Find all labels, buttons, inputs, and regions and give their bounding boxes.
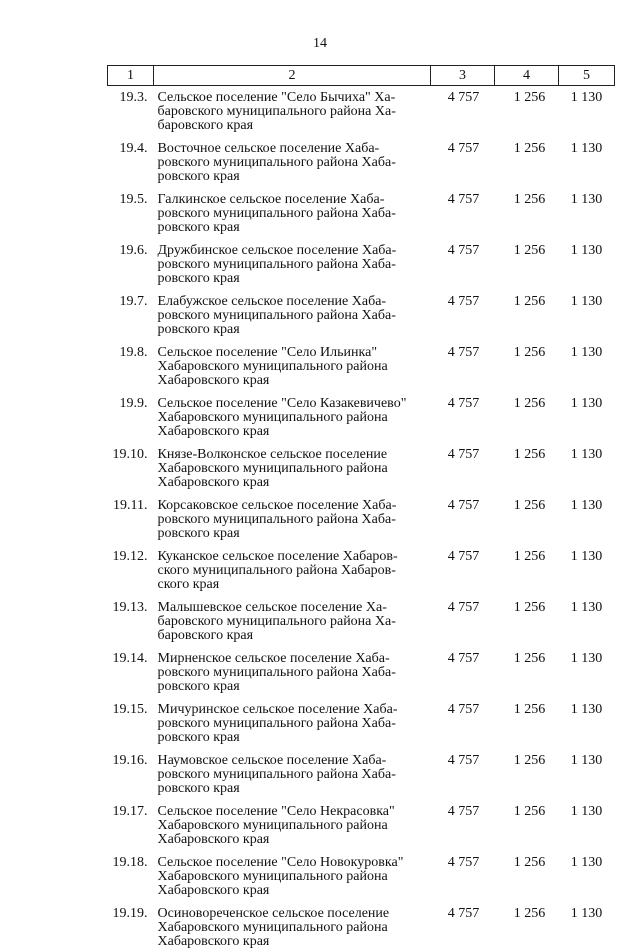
value-column-3: 4 757 [431, 187, 495, 238]
value-column-4: 1 256 [495, 289, 559, 340]
header-row [108, 66, 615, 86]
value-column-3: 4 757 [431, 340, 495, 391]
value-column-5: 1 130 [559, 595, 615, 646]
settlement-name-line: Сельское поселение "Село Бычиха" Ха- [158, 91, 427, 105]
value-column-5: 1 130 [559, 442, 615, 493]
value-column-3: 4 757 [431, 697, 495, 748]
value-column-4: 1 256 [495, 901, 559, 952]
settlement-name-line: ровского края [158, 323, 427, 337]
settlement-name-line: Хабаровского муниципального района [158, 819, 427, 833]
row-number: 19.17. [108, 799, 154, 850]
value-column-3: 4 757 [431, 646, 495, 697]
column-header-4: 4 [495, 66, 559, 86]
value-column-3: 4 757 [431, 544, 495, 595]
settlement-name-line: Хабаровского края [158, 833, 427, 847]
value-column-4: 1 256 [495, 646, 559, 697]
value-column-4: 1 256 [495, 391, 559, 442]
table-row [108, 697, 615, 748]
settlement-name [154, 646, 431, 697]
settlement-name [154, 340, 431, 391]
value-column-5: 1 130 [559, 697, 615, 748]
table-row [108, 391, 615, 442]
settlement-name-line: баровского муниципального района Ха- [158, 615, 427, 629]
settlement-name-line: Хабаровского края [158, 476, 427, 490]
settlement-name-line: ровского края [158, 680, 427, 694]
settlement-name-line: Сельское поселение "Село Казакевичево" [158, 397, 427, 411]
settlement-name-line: Хабаровского муниципального района [158, 360, 427, 374]
settlement-name-line: Мирненское сельское поселение Хаба- [158, 652, 427, 666]
settlement-name-line: Сельское поселение "Село Ильинка" [158, 346, 427, 360]
value-column-3: 4 757 [431, 493, 495, 544]
value-column-4: 1 256 [495, 544, 559, 595]
settlement-name-line: ровского муниципального района Хаба- [158, 768, 427, 782]
settlement-name-line: ровского муниципального района Хаба- [158, 513, 427, 527]
value-column-4: 1 256 [495, 86, 559, 137]
value-column-5: 1 130 [559, 136, 615, 187]
settlement-name [154, 86, 431, 137]
table-row [108, 646, 615, 697]
settlement-name-line: Галкинское сельское поселение Хаба- [158, 193, 427, 207]
settlement-name-line: Князе-Волконское сельское поселение [158, 448, 427, 462]
settlement-name-line: ровского края [158, 782, 427, 796]
table-row [108, 86, 615, 137]
settlement-name [154, 136, 431, 187]
column-header-1: 1 [108, 66, 154, 86]
settlement-name-line: Хабаровского края [158, 425, 427, 439]
settlement-name-line: Малышевское сельское поселение Ха- [158, 601, 427, 615]
settlement-name-line: ровского края [158, 272, 427, 286]
settlement-name-line: Хабаровского края [158, 884, 427, 898]
settlement-name [154, 289, 431, 340]
table-row [108, 442, 615, 493]
column-header-5: 5 [559, 66, 615, 86]
value-column-4: 1 256 [495, 340, 559, 391]
row-number: 19.9. [108, 391, 154, 442]
settlement-name-line: ровского муниципального района Хаба- [158, 717, 427, 731]
settlement-name [154, 697, 431, 748]
settlement-name-line: баровского муниципального района Ха- [158, 105, 427, 119]
settlement-name [154, 442, 431, 493]
value-column-3: 4 757 [431, 850, 495, 901]
settlement-name-line: Осиновореченское сельское поселение [158, 907, 427, 921]
value-column-4: 1 256 [495, 442, 559, 493]
settlement-name [154, 238, 431, 289]
value-column-5: 1 130 [559, 391, 615, 442]
value-column-3: 4 757 [431, 289, 495, 340]
settlement-name-line: Сельское поселение "Село Некрасовка" [158, 805, 427, 819]
value-column-5: 1 130 [559, 187, 615, 238]
row-number: 19.18. [108, 850, 154, 901]
settlement-name-line: ровского муниципального района Хаба- [158, 666, 427, 680]
value-column-4: 1 256 [495, 187, 559, 238]
value-column-4: 1 256 [495, 748, 559, 799]
settlement-name-line: Хабаровского муниципального района [158, 921, 427, 935]
table-row [108, 493, 615, 544]
row-number: 19.16. [108, 748, 154, 799]
value-column-4: 1 256 [495, 493, 559, 544]
row-number: 19.7. [108, 289, 154, 340]
settlement-name [154, 493, 431, 544]
row-number: 19.12. [108, 544, 154, 595]
table-row [108, 340, 615, 391]
value-column-4: 1 256 [495, 595, 559, 646]
settlement-name-line: ровского края [158, 170, 427, 184]
row-number: 19.13. [108, 595, 154, 646]
table-row [108, 238, 615, 289]
value-column-3: 4 757 [431, 391, 495, 442]
settlement-name-line: Хабаровского муниципального района [158, 870, 427, 884]
table-header [108, 66, 615, 86]
value-column-3: 4 757 [431, 595, 495, 646]
settlement-name-line: Корсаковское сельское поселение Хаба- [158, 499, 427, 513]
settlement-name-line: ского края [158, 578, 427, 592]
value-column-5: 1 130 [559, 86, 615, 137]
settlement-name-line: ровского муниципального района Хаба- [158, 258, 427, 272]
settlement-name [154, 187, 431, 238]
value-column-5: 1 130 [559, 289, 615, 340]
settlement-name-line: Хабаровского муниципального района [158, 411, 427, 425]
row-number: 19.5. [108, 187, 154, 238]
settlement-name-line: Наумовское сельское поселение Хаба- [158, 754, 427, 768]
settlement-name-line: Хабаровского края [158, 374, 427, 388]
settlement-name-line: Хабаровского края [158, 935, 427, 949]
settlement-name-line: ровского края [158, 221, 427, 235]
value-column-5: 1 130 [559, 340, 615, 391]
settlement-name-line: Мичуринское сельское поселение Хаба- [158, 703, 427, 717]
value-column-5: 1 130 [559, 544, 615, 595]
value-column-4: 1 256 [495, 850, 559, 901]
data-table [107, 65, 615, 952]
settlement-name-line: Хабаровского муниципального района [158, 462, 427, 476]
table-row [108, 748, 615, 799]
value-column-3: 4 757 [431, 86, 495, 137]
value-column-3: 4 757 [431, 136, 495, 187]
settlement-name [154, 748, 431, 799]
settlement-name-line: Куканское сельское поселение Хабаров- [158, 550, 427, 564]
settlement-name [154, 799, 431, 850]
value-column-4: 1 256 [495, 697, 559, 748]
row-number: 19.11. [108, 493, 154, 544]
column-header-2: 2 [154, 66, 431, 86]
row-number: 19.3. [108, 86, 154, 137]
value-column-5: 1 130 [559, 238, 615, 289]
settlement-name-line: ровского муниципального района Хаба- [158, 156, 427, 170]
settlement-name [154, 595, 431, 646]
column-header-3: 3 [431, 66, 495, 86]
settlement-name-line: Восточное сельское поселение Хаба- [158, 142, 427, 156]
row-number: 19.10. [108, 442, 154, 493]
settlement-name-line: Дружбинское сельское поселение Хаба- [158, 244, 427, 258]
settlement-name-line: баровского края [158, 119, 427, 133]
table-row [108, 136, 615, 187]
table-row [108, 901, 615, 952]
settlement-name [154, 850, 431, 901]
value-column-4: 1 256 [495, 799, 559, 850]
settlement-name-line: ровского муниципального района Хаба- [158, 207, 427, 221]
row-number: 19.6. [108, 238, 154, 289]
settlement-name-line: Сельское поселение "Село Новокуровка" [158, 856, 427, 870]
settlement-name-line: ровского края [158, 527, 427, 541]
row-number: 19.15. [108, 697, 154, 748]
value-column-3: 4 757 [431, 901, 495, 952]
value-column-3: 4 757 [431, 442, 495, 493]
value-column-5: 1 130 [559, 850, 615, 901]
value-column-3: 4 757 [431, 748, 495, 799]
value-column-4: 1 256 [495, 136, 559, 187]
settlement-name [154, 544, 431, 595]
table-row [108, 289, 615, 340]
settlement-name [154, 901, 431, 952]
value-column-3: 4 757 [431, 238, 495, 289]
table-row [108, 850, 615, 901]
settlement-name [154, 391, 431, 442]
value-column-5: 1 130 [559, 646, 615, 697]
table-row [108, 595, 615, 646]
settlement-name-line: баровского края [158, 629, 427, 643]
value-column-5: 1 130 [559, 748, 615, 799]
table-row [108, 799, 615, 850]
settlement-name-line: ского муниципального района Хабаров- [158, 564, 427, 578]
value-column-5: 1 130 [559, 799, 615, 850]
settlement-name-line: ровского муниципального района Хаба- [158, 309, 427, 323]
value-column-5: 1 130 [559, 493, 615, 544]
settlement-name-line: ровского края [158, 731, 427, 745]
settlement-name-line: Елабужское сельское поселение Хаба- [158, 295, 427, 309]
table-body [108, 86, 615, 952]
table-row [108, 544, 615, 595]
page-number: 14 [0, 36, 640, 52]
row-number: 19.8. [108, 340, 154, 391]
row-number: 19.4. [108, 136, 154, 187]
value-column-5: 1 130 [559, 901, 615, 952]
row-number: 19.19. [108, 901, 154, 952]
value-column-3: 4 757 [431, 799, 495, 850]
row-number: 19.14. [108, 646, 154, 697]
table-row [108, 187, 615, 238]
value-column-4: 1 256 [495, 238, 559, 289]
